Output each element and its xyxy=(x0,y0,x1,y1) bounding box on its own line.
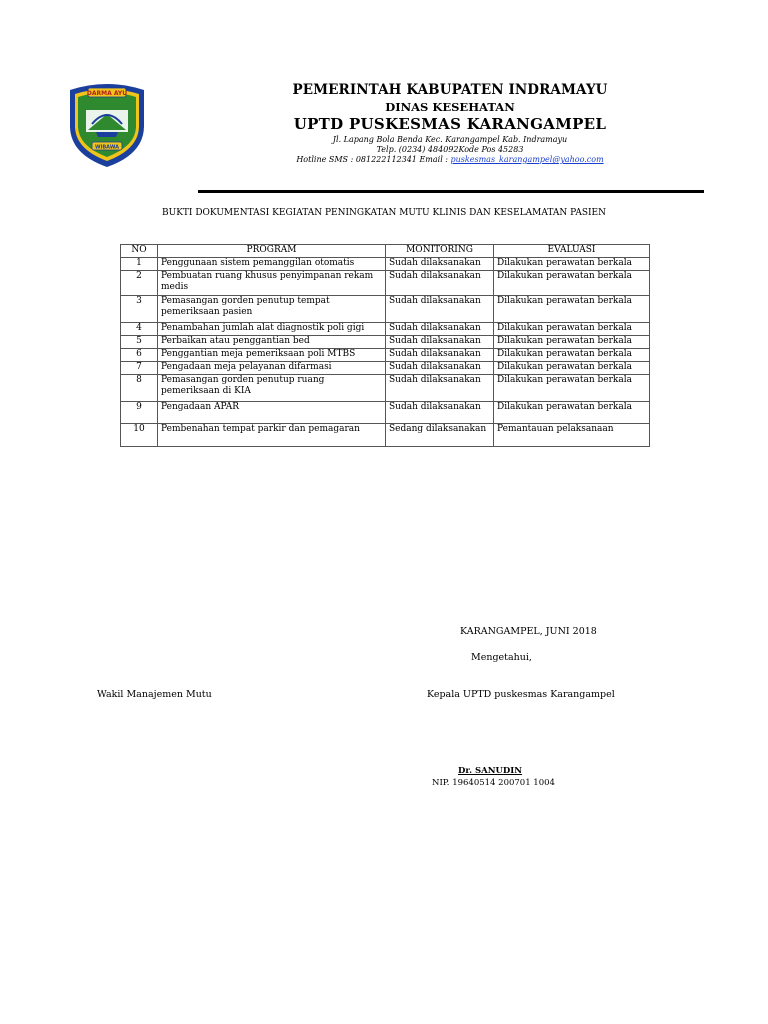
table-row xyxy=(121,362,650,375)
letterhead-government: PEMERINTAH KABUPATEN INDRAMAYU xyxy=(292,82,608,98)
acknowledged-label: Mengetahui, xyxy=(471,652,532,663)
header-no: NO xyxy=(121,245,158,258)
table-row xyxy=(121,258,650,271)
cell-monitoring: Sudah dilaksanakan xyxy=(386,336,494,349)
cell-no: 6 xyxy=(121,349,158,362)
right-signer-role: Kepala UPTD puskesmas Karangampel xyxy=(427,689,615,700)
table-header-row xyxy=(121,245,650,258)
table-row xyxy=(121,323,650,336)
table-row xyxy=(121,402,650,424)
cell-no: 1 xyxy=(121,258,158,271)
signer-nip: NIP. 19640514 200701 1004 xyxy=(432,778,555,788)
email-link[interactable]: puskesmas_karangampel@yahoo.com xyxy=(450,155,604,164)
cell-evaluasi: Dilakukan perawatan berkala xyxy=(494,296,650,323)
cell-program: Pemasangan gorden penutup tempat pemeriksaan pasien xyxy=(158,296,386,323)
signer-name: Dr. SANUDIN xyxy=(458,766,523,776)
logo-top-banner: DARMA AYU xyxy=(86,90,128,97)
table-row xyxy=(121,424,650,447)
place-date: KARANGAMPEL, JUNI 2018 xyxy=(460,626,597,637)
cell-program: Penggantian meja pemeriksaan poli MTBS xyxy=(158,349,386,362)
left-signer-role: Wakil Manajemen Mutu xyxy=(97,689,212,700)
letterhead-divider xyxy=(198,190,704,193)
cell-monitoring: Sudah dilaksanakan xyxy=(386,296,494,323)
letterhead-address: Jl. Lapang Bola Benda Kec. Karangampel Kab. Indramayu xyxy=(332,135,568,144)
cell-program: Pembuatan ruang khusus penyimpanan rekam medis xyxy=(158,271,386,296)
cell-evaluasi: Dilakukan perawatan berkala xyxy=(494,258,650,271)
cell-monitoring: Sudah dilaksanakan xyxy=(386,323,494,336)
regional-emblem-logo xyxy=(66,80,148,168)
cell-evaluasi: Dilakukan perawatan berkala xyxy=(494,362,650,375)
table-row xyxy=(121,271,650,296)
cell-program: Perbaikan atau penggantian bed xyxy=(158,336,386,349)
letterhead-phone: Telp. (0234) 484092Kode Pos 45283 xyxy=(376,145,524,154)
cell-monitoring: Sudah dilaksanakan xyxy=(386,362,494,375)
cell-program: Penggunaan sistem pemanggilan otomatis xyxy=(158,258,386,271)
cell-monitoring: Sudah dilaksanakan xyxy=(386,375,494,402)
cell-no: 3 xyxy=(121,296,158,323)
cell-monitoring: Sudah dilaksanakan xyxy=(386,271,494,296)
cell-evaluasi: Pemantauan pelaksanaan xyxy=(494,424,650,447)
table-row xyxy=(121,336,650,349)
hotline-text: Hotline SMS : 081222112341 Email : xyxy=(296,155,451,164)
cell-no: 4 xyxy=(121,323,158,336)
table-row xyxy=(121,349,650,362)
cell-evaluasi: Dilakukan perawatan berkala xyxy=(494,323,650,336)
cell-no: 10 xyxy=(121,424,158,447)
cell-program: Pemasangan gorden penutup ruang pemeriksaan di KIA xyxy=(158,375,386,402)
cell-evaluasi: Dilakukan perawatan berkala xyxy=(494,375,650,402)
table-row xyxy=(121,296,650,323)
cell-monitoring: Sudah dilaksanakan xyxy=(386,402,494,424)
header-monitoring: MONITORING xyxy=(386,245,494,258)
cell-monitoring: Sudah dilaksanakan xyxy=(386,258,494,271)
cell-no: 9 xyxy=(121,402,158,424)
letterhead-institution: UPTD PUSKESMAS KARANGAMPEL xyxy=(293,115,607,133)
header-evaluasi: EVALUASI xyxy=(494,245,650,258)
cell-no: 8 xyxy=(121,375,158,402)
letterhead-contact xyxy=(200,155,700,164)
program-table xyxy=(120,244,650,447)
cell-evaluasi: Dilakukan perawatan berkala xyxy=(494,349,650,362)
letterhead-department: DINAS KESEHATAN xyxy=(385,100,515,114)
cell-program: Pengadaan APAR xyxy=(158,402,386,424)
cell-program: Pembenahan tempat parkir dan pemagaran xyxy=(158,424,386,447)
cell-program: Pengadaan meja pelayanan difarmasi xyxy=(158,362,386,375)
cell-evaluasi: Dilakukan perawatan berkala xyxy=(494,271,650,296)
header-program: PROGRAM xyxy=(158,245,386,258)
cell-monitoring: Sudah dilaksanakan xyxy=(386,349,494,362)
cell-monitoring: Sedang dilaksanakan xyxy=(386,424,494,447)
cell-evaluasi: Dilakukan perawatan berkala xyxy=(494,336,650,349)
logo-bottom-banner: WIBAWA xyxy=(95,144,119,151)
cell-no: 7 xyxy=(121,362,158,375)
document-title: BUKTI DOKUMENTASI KEGIATAN PENINGKATAN MUTU KLINIS DAN KESELAMATAN PASIEN xyxy=(162,208,606,218)
cell-no: 2 xyxy=(121,271,158,296)
cell-no: 5 xyxy=(121,336,158,349)
cell-evaluasi: Dilakukan perawatan berkala xyxy=(494,402,650,424)
table-row xyxy=(121,375,650,402)
cell-program: Penambahan jumlah alat diagnostik poli gigi xyxy=(158,323,386,336)
